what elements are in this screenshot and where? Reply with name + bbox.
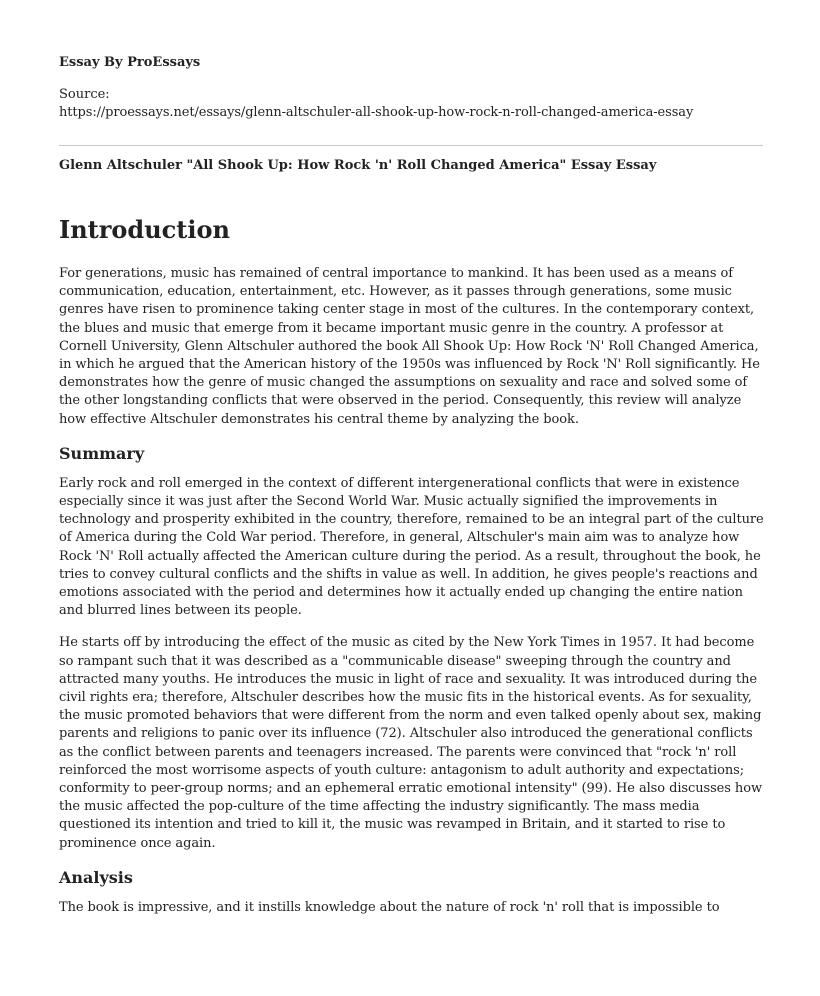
paragraph: He starts off by introducing the effect of the music as cited by the New York Times in 1957. It had become so rampant such that it was described as a "communicable disease" sweeping through the country and attracted many youths. He introduces the music in light of race and sexuality. It was introduced during the civil rights era; therefore, Altschuler describes how the music fits in the historical events. As for sexuality, the music promoted behaviors that were different from the norm and even talked openly about sex, making parents and religions to panic over its influence (72). Altschuler also introduced the generational conflicts as the conflict between parents and teenagers increased. The parents were convinced that "rock 'n' roll reinforced the most worrisome aspects of youth culture: antagonism to adult authority and expectations; conformity to peer-group norms; and an ephemeral erratic emotional intensity" (99). He also discusses how the music affected the pop-culture of the time affecting the industry significantly. The mass media questioned its intention and tried to kill it, the music was revamped in Britain, and it started to rise to prominence once again. — [59, 635, 763, 851]
paragraph: Early rock and roll emerged in the context of different intergenerational conflicts that were in existence especially since it was just after the Second World War. Music actually signified the improvements in technology and prosperity exhibited in the country, therefore, remained to be an integral part of the culture of America during the Cold War period. Therefore, in general, Altschuler's main aim was to analyze how Rock 'N' Roll actually affected the American culture during the period. As a result, throughout the book, he tries to convey cultural conflicts and the shifts in value as well. In addition, he gives people's reactions and emotions associated with the period and determines how it actually ended up changing the entire nation and blurred lines between its people. — [59, 475, 764, 619]
summary-heading: Summary — [59, 443, 145, 463]
section-introduction — [59, 212, 765, 429]
source-label: Source: — [59, 87, 110, 102]
document-title: Glenn Altschuler "All Shook Up: How Rock 'n' Roll Changed America" Essay Essay — [59, 158, 657, 173]
paragraph: The book is impressive, and it instills knowledge about the nature of rock 'n' roll that is impossible to — [59, 899, 720, 915]
byline: Essay By ProEssays — [59, 55, 201, 70]
essay-body — [59, 212, 765, 931]
paragraph: For generations, music has remained of central importance to mankind. It has been used as a means of communication, education, entertainment, etc. However, as it passes through generations, some music genres have risen to prominence taking center stage in most of the cultures. In the contemporary context, the blues and music that emerge from it became important music genre in the country. A professor at Cornell University, Glenn Altschuler authored the book All Shook Up: How Rock 'N' Roll Changed America, in which he argued that the American history of the 1950s was influenced by Rock 'N' Roll significantly. He demonstrates how the genre of music changed the assumptions on sexuality and race and solved some of the other longstanding conflicts that were observed in the period. Consequently, this review will analyze how effective Altschuler demonstrates his central theme by analyzing the book. — [59, 266, 760, 427]
source-url: https://proessays.net/essays/glenn-altschuler-all-shook-up-how-rock-n-roll-changed-america-essay — [59, 105, 694, 120]
section-analysis — [59, 867, 765, 917]
header-divider — [59, 145, 763, 146]
analysis-heading: Analysis — [59, 867, 133, 887]
introduction-heading: Introduction — [59, 215, 230, 244]
section-summary — [59, 443, 765, 853]
